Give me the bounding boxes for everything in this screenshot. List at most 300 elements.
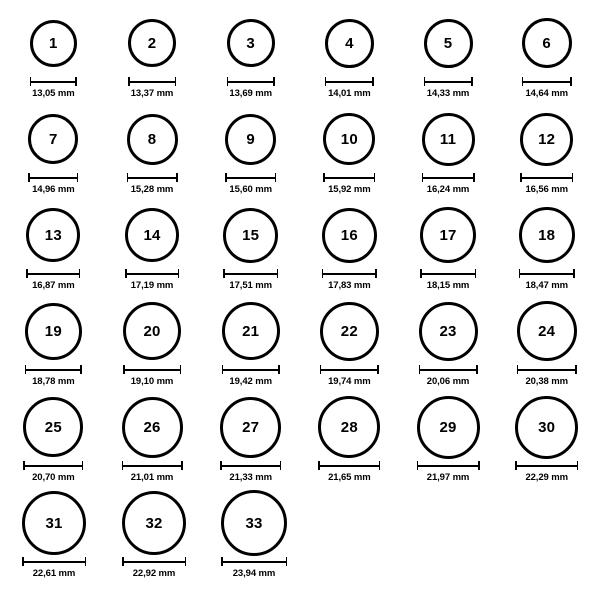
ring-size-label: 18 [538,226,556,244]
ring-circle-wrap [125,202,179,268]
measure-tick-left [25,365,27,374]
measure-tick-left [22,557,24,566]
ring-circle-icon [522,18,572,68]
ring-size-label: 13 [44,226,62,244]
ring-size-label: 27 [242,418,260,436]
ring-size-label: 6 [542,34,551,52]
measure-line [522,81,572,83]
ring-size-cell [300,10,399,106]
measure-line [122,561,186,563]
diameter-measure-bar-icon [25,365,82,374]
measure-tick-left [422,173,424,182]
measure-line [26,273,80,275]
measure-tick-left [517,365,519,374]
ring-circle-wrap [422,106,475,172]
ring-size-cell [201,394,300,490]
diameter-value: 21,97 mm [426,472,470,483]
diameter-value: 18,78 mm [32,376,75,387]
diameter-value: 18,15 mm [426,280,470,291]
measure-tick-right [178,269,180,278]
ring-circle-wrap [123,298,181,364]
measure-tick-left [125,269,127,278]
diameter-value: 14,33 mm [426,88,470,99]
measure-tick-left [23,461,25,470]
ring-circle-wrap [420,202,476,268]
ring-size-label: 16 [340,226,358,244]
ring-size-cell [104,490,204,586]
ring-size-label: 12 [538,130,556,148]
measure-tick-left [221,557,223,566]
ring-size-label: 5 [443,34,453,52]
ring-circle-icon [520,113,573,166]
measure-tick-left [417,461,419,470]
measure-tick-right [180,365,182,374]
measure-line [517,369,577,371]
ring-size-cell [300,394,399,490]
ring-circle-wrap [322,202,377,268]
diameter-measure-bar-icon [122,557,186,566]
diameter-measure-bar-icon [223,269,278,278]
chart-row [4,202,596,298]
measure-tick-left [28,173,30,182]
diameter-measure-bar-icon [520,173,573,182]
ring-circle-wrap [318,394,380,460]
diameter-value: 23,94 mm [232,568,276,579]
ring-circle-wrap [517,298,577,364]
ring-circle-wrap [519,202,575,268]
diameter-measure-bar-icon [127,173,178,182]
measure-line [227,81,275,83]
ring-circle-icon [128,19,176,67]
diameter-measure-bar-icon [325,77,374,86]
measure-line [318,465,380,467]
measure-tick-left [128,77,130,86]
ring-size-cell [103,106,202,202]
measure-tick-left [519,269,521,278]
diameter-value: 14,01 mm [328,88,371,99]
measure-line [220,465,281,467]
diameter-measure-bar-icon [122,461,183,470]
measure-tick-right [379,461,381,470]
ring-size-cell [201,202,300,298]
ring-size-label: 17 [439,226,457,244]
diameter-value: 21,01 mm [130,472,174,483]
ring-circle-wrap [522,10,572,76]
measure-tick-right [278,365,280,374]
diameter-measure-bar-icon [424,77,473,86]
measure-tick-right [277,269,279,278]
measure-tick-right [475,269,477,278]
ring-size-cell [300,298,399,394]
measure-line [221,561,287,563]
measure-line [420,273,476,275]
ring-size-cell [103,298,202,394]
ring-circle-icon [25,303,82,360]
diameter-value: 20,38 mm [525,376,568,387]
ring-size-label: 24 [538,322,556,340]
measure-line [222,369,280,371]
measure-line [520,177,573,179]
ring-size-cell [497,298,596,394]
measure-tick-right [575,365,577,374]
measure-line [325,81,374,83]
ring-circle-wrap [127,106,178,172]
measure-tick-left [220,461,222,470]
ring-circle-icon [225,114,276,165]
ring-size-label: 23 [439,322,457,340]
chart-row [4,394,596,490]
ring-size-label: 32 [145,514,163,532]
ring-circle-wrap [222,298,280,364]
ring-circle-icon [422,113,475,166]
ring-circle-wrap [520,106,573,172]
ring-size-label: 29 [439,418,457,436]
ring-size-cell [399,106,498,202]
measure-tick-left [227,77,229,86]
ring-size-cell [399,394,498,490]
ring-size-cell [201,298,300,394]
diameter-measure-bar-icon [522,77,572,86]
ring-circle-icon [30,20,77,67]
ring-size-cell [4,394,103,490]
measure-tick-right [181,461,183,470]
diameter-value: 15,28 mm [130,184,174,195]
ring-circle-icon [517,301,577,361]
diameter-value: 22,61 mm [32,568,76,579]
measure-line [323,177,375,179]
ring-circle-wrap [325,10,374,76]
ring-circle-icon [515,396,578,459]
measure-line [125,273,179,275]
diameter-value: 16,24 mm [426,184,470,195]
ring-size-label: 4 [345,34,354,52]
diameter-measure-bar-icon [519,269,575,278]
ring-size-label: 3 [246,34,255,52]
measure-tick-left [127,173,129,182]
chart-row [4,106,596,202]
ring-circle-icon [221,490,287,556]
measure-tick-right [185,557,187,566]
measure-line [322,273,377,275]
ring-circle-wrap [227,10,275,76]
ring-circle-icon [318,396,380,458]
ring-size-cell [103,10,202,106]
ring-size-label: 9 [246,130,255,148]
ring-circle-icon [122,491,186,555]
diameter-value: 20,70 mm [32,472,75,483]
measure-tick-right [372,77,374,86]
ring-size-cell [497,394,596,490]
ring-circle-icon [519,207,575,263]
diameter-measure-bar-icon [123,365,181,374]
ring-circle-icon [227,19,275,67]
measure-tick-left [123,365,125,374]
measure-tick-right [375,269,377,278]
ring-size-label: 20 [143,322,161,340]
measure-tick-left [318,461,320,470]
diameter-measure-bar-icon [23,461,83,470]
ring-circle-wrap [28,106,78,172]
measure-tick-right [471,77,473,86]
diameter-value: 15,60 mm [229,184,272,195]
measure-tick-right [280,461,282,470]
diameter-value: 13,05 mm [32,88,75,99]
measure-tick-right [286,557,288,566]
measure-tick-left [420,269,422,278]
diameter-measure-bar-icon [322,269,377,278]
ring-size-label: 22 [340,322,358,340]
ring-circle-wrap [417,394,480,460]
ring-circle-wrap [128,10,176,76]
measure-tick-right [176,173,178,182]
diameter-value: 19,74 mm [328,376,371,387]
ring-size-cell [399,10,498,106]
diameter-value: 20,06 mm [426,376,470,387]
ring-size-label: 7 [49,130,58,148]
ring-circle-icon [424,19,473,68]
measure-tick-left [522,77,524,86]
ring-size-cell [4,106,103,202]
ring-circle-wrap [221,490,287,556]
ring-circle-wrap [320,298,379,364]
diameter-measure-bar-icon [221,557,287,566]
diameter-value: 21,33 mm [229,472,272,483]
ring-circle-icon [220,397,281,458]
ring-size-cell [497,202,596,298]
measure-tick-left [323,173,325,182]
ring-circle-wrap [220,394,281,460]
measure-line [519,273,575,275]
measure-tick-right [79,269,81,278]
measure-tick-right [572,173,574,182]
ring-size-label: 28 [340,418,358,436]
ring-size-label: 21 [242,322,260,340]
ring-circle-icon [420,207,476,263]
diameter-value: 19,10 mm [130,376,174,387]
ring-circle-icon [419,302,478,361]
ring-size-label: 31 [45,514,63,532]
measure-tick-right [573,269,575,278]
ring-size-label: 33 [245,514,263,532]
measure-line [122,465,183,467]
diameter-value: 16,87 mm [32,280,75,291]
diameter-measure-bar-icon [30,77,77,86]
ring-size-cell [103,202,202,298]
diameter-measure-bar-icon [318,461,380,470]
ring-size-cell [4,10,103,106]
ring-circle-wrap [122,490,186,556]
ring-size-label: 2 [147,34,157,52]
ring-size-label: 1 [49,34,58,52]
diameter-measure-bar-icon [419,365,478,374]
ring-size-cell [103,394,202,490]
ring-size-cell [300,106,399,202]
measure-line [28,177,78,179]
measure-line [424,81,473,83]
measure-tick-left [26,269,28,278]
measure-tick-right [175,77,177,86]
measure-tick-left [424,77,426,86]
ring-circle-icon [322,208,377,263]
measure-tick-left [122,461,124,470]
measure-tick-left [222,365,224,374]
diameter-measure-bar-icon [417,461,480,470]
diameter-measure-bar-icon [125,269,179,278]
measure-line [422,177,475,179]
ring-circle-icon [325,19,374,68]
ring-size-cell [204,490,304,586]
measure-line [123,369,181,371]
ring-size-cell [4,298,103,394]
measure-tick-right [377,365,379,374]
ring-circle-icon [23,397,83,457]
measure-tick-right [478,461,480,470]
measure-tick-left [223,269,225,278]
diameter-measure-bar-icon [28,173,78,182]
ring-circle-icon [22,491,86,555]
measure-tick-right [85,557,87,566]
chart-row [4,298,596,394]
ring-circle-icon [123,302,181,360]
ring-size-cell [399,202,498,298]
ring-circle-wrap [30,10,77,76]
measure-line [320,369,379,371]
measure-tick-right [273,77,275,86]
ring-circle-icon [125,208,179,262]
ring-size-label: 26 [143,418,161,436]
ring-circle-wrap [515,394,578,460]
ring-size-cell [4,202,103,298]
ring-circle-icon [222,302,280,360]
ring-circle-icon [127,114,178,165]
ring-size-cell [497,106,596,202]
ring-circle-wrap [26,202,80,268]
ring-circle-icon [223,208,278,263]
measure-tick-left [520,173,522,182]
measure-tick-left [30,77,32,86]
ring-circle-wrap [25,298,82,364]
diameter-measure-bar-icon [128,77,176,86]
diameter-measure-bar-icon [222,365,280,374]
measure-line [419,369,478,371]
diameter-value: 15,92 mm [328,184,371,195]
measure-line [22,561,86,563]
diameter-value: 13,69 mm [229,88,272,99]
diameter-measure-bar-icon [320,365,379,374]
chart-row [4,10,596,106]
ring-circle-wrap [23,394,83,460]
ring-circle-wrap [223,202,278,268]
ring-size-cell [4,490,104,586]
ring-size-cell [201,106,300,202]
measure-line [128,81,176,83]
ring-circle-icon [28,114,78,164]
measure-line [515,465,578,467]
ring-size-label: 30 [538,418,556,436]
diameter-value: 21,65 mm [328,472,371,483]
ring-circle-icon [417,396,480,459]
measure-tick-right [570,77,572,86]
diameter-measure-bar-icon [22,557,86,566]
ring-size-label: 25 [44,418,62,436]
ring-size-cell [201,10,300,106]
measure-tick-right [80,365,82,374]
diameter-measure-bar-icon [225,173,276,182]
measure-tick-right [473,173,475,182]
diameter-value: 18,47 mm [525,280,568,291]
measure-tick-left [320,365,322,374]
diameter-measure-bar-icon [323,173,375,182]
ring-circle-icon [320,302,379,361]
diameter-value: 22,29 mm [525,472,568,483]
diameter-value: 14,96 mm [32,184,75,195]
diameter-measure-bar-icon [517,365,577,374]
measure-tick-right [275,173,277,182]
chart-row [4,490,596,586]
diameter-value: 19,42 mm [229,376,272,387]
measure-line [127,177,178,179]
measure-line [223,273,278,275]
ring-circle-wrap [419,298,478,364]
diameter-value: 16,56 mm [525,184,568,195]
ring-circle-wrap [122,394,183,460]
measure-tick-right [476,365,478,374]
ring-circle-wrap [424,10,473,76]
measure-tick-left [122,557,124,566]
measure-tick-right [77,173,79,182]
ring-circle-wrap [22,490,86,556]
ring-size-label: 15 [242,226,260,244]
measure-tick-right [577,461,579,470]
measure-tick-left [322,269,324,278]
ring-size-label: 11 [439,130,457,148]
ring-circle-icon [122,397,183,458]
ring-size-label: 10 [340,130,358,148]
diameter-measure-bar-icon [515,461,578,470]
measure-line [25,369,82,371]
diameter-measure-bar-icon [422,173,475,182]
diameter-measure-bar-icon [26,269,80,278]
measure-tick-right [75,77,77,86]
diameter-measure-bar-icon [420,269,476,278]
diameter-value: 17,83 mm [328,280,371,291]
measure-tick-left [419,365,421,374]
ring-size-cell [399,298,498,394]
measure-tick-left [325,77,327,86]
measure-tick-left [515,461,517,470]
ring-size-cell [497,10,596,106]
ring-circle-icon [323,113,375,165]
ring-circle-wrap [323,106,375,172]
diameter-value: 17,19 mm [130,280,174,291]
ring-size-cell [300,202,399,298]
ring-circle-icon [26,208,80,262]
diameter-measure-bar-icon [227,77,275,86]
diameter-measure-bar-icon [220,461,281,470]
measure-line [225,177,276,179]
diameter-value: 14,64 mm [525,88,568,99]
diameter-value: 22,92 mm [132,568,176,579]
ring-size-label: 14 [143,226,161,244]
measure-line [23,465,83,467]
diameter-value: 17,51 mm [229,280,272,291]
measure-line [30,81,77,83]
ring-size-label: 19 [44,322,62,340]
diameter-value: 13,37 mm [130,88,174,99]
measure-tick-right [374,173,376,182]
ring-size-label: 8 [147,130,157,148]
ring-circle-wrap [225,106,276,172]
